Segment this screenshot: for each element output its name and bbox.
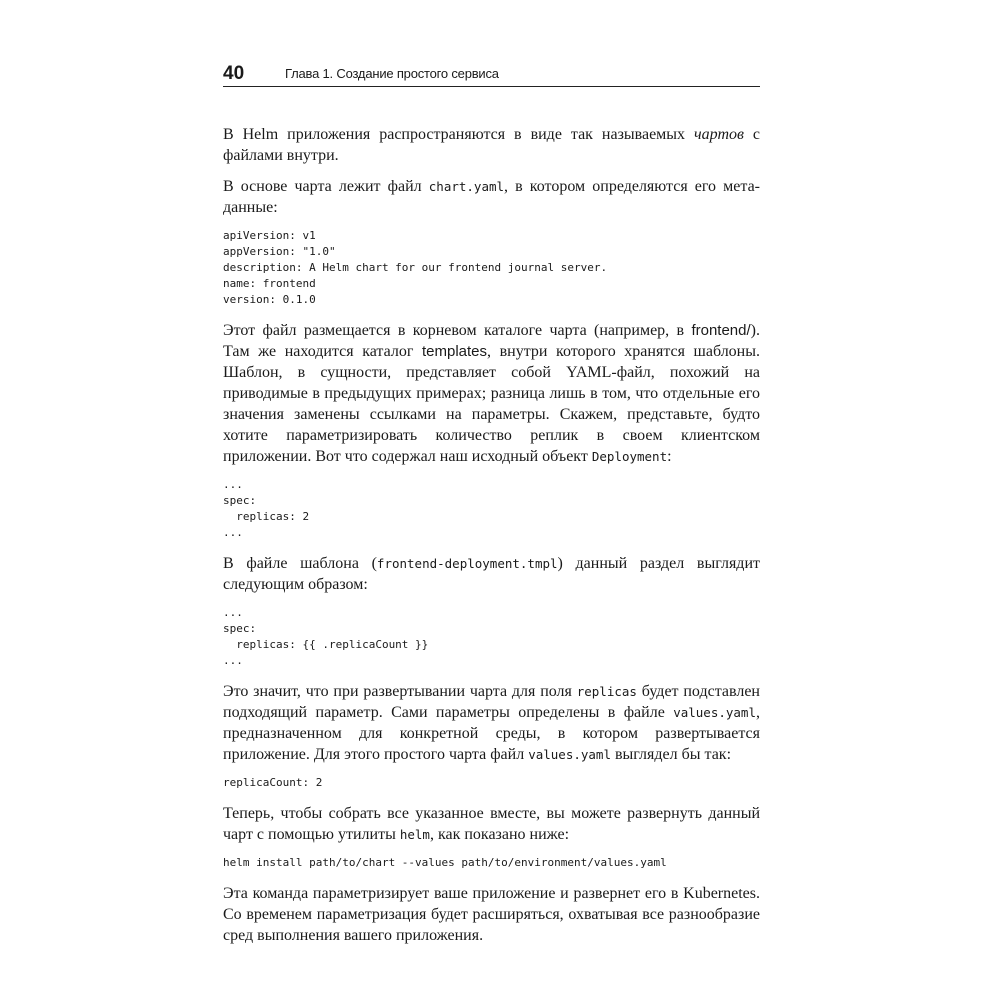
inline-code: chart.yaml [428, 179, 505, 194]
inline-code: replicas [576, 684, 637, 699]
paragraph-3: Этот файл размещается в корневом каталоге чарта (например, в frontend/). Там же находится каталог templates, внутри которого хранятся шаблоны. Шаблон, в сущности, представляет собой YAML-файл, похожий на приводимые в предыдущих примерах; разница лишь в том, что отдельные его значения заменены ссылками на параметры. Скажем, представьте, будто хотите параметризировать количество реплик в своем клиентском приложении. Вот что содержал наш исходный объект Deployment: [223, 322, 760, 465]
page-number: 40 [223, 63, 245, 84]
inline-code: helm [399, 827, 430, 842]
paragraph-6: Теперь, чтобы собрать все указанное вместе, вы можете развернуть данный чарт с помощью утилиты helm, как показано ниже: [223, 805, 760, 843]
inline-code: values.yaml [528, 747, 611, 762]
inline-code: Deployment [591, 449, 668, 464]
code-block-chart-yaml: apiVersion: v1 appVersion: "1.0" description: A Helm chart for our frontend journal server. name: frontend version: 0.1.0 [223, 229, 608, 306]
page-body [223, 124, 760, 956]
code-block-helm-command: helm install path/to/chart --values path/to/environment/values.yaml [223, 856, 667, 869]
paragraph-7: Эта команда параметризирует ваше приложение и развернет его в Kubernetes. Со временем параметризация будет расширяться, охватывая все разнообразие сред выполнения вашего приложения. [223, 885, 760, 944]
path-term: templates [421, 343, 488, 360]
inline-code: values.yaml [673, 705, 756, 720]
code-block-values: replicaCount: 2 [223, 776, 323, 789]
paragraph-5: Это значит, что при развертывании чарта для поля replicas будет подставлен подходящий параметр. Сами параметры определены в файле values.yaml, предназначенном для конкретной среды, в котором развертывается приложение. Для этого простого чарта файл values.yaml выглядел бы так: [223, 683, 760, 763]
emphasis-term: чартов [694, 126, 744, 143]
path-term: frontend/ [691, 322, 751, 339]
chapter-title: Глава 1. Создание простого сервиса [285, 66, 499, 81]
paragraph-4: В файле шаблона (frontend-deployment.tmpl) данный раздел выглядит следующим образом: [223, 555, 760, 593]
inline-code: frontend-deployment.tmpl [376, 556, 558, 571]
paragraph-1: В Helm приложения распространяются в виде так называемых чартов с файлами внутри. [223, 126, 760, 164]
code-block-deployment: ... spec: replicas: 2 ... [223, 478, 310, 539]
code-block-template: ... spec: replicas: {{ .replicaCount }} ... [223, 606, 429, 667]
page-header [223, 62, 760, 87]
paragraph-2: В основе чарта лежит файл chart.yaml, в котором определяются его мета-данные: [223, 178, 761, 216]
